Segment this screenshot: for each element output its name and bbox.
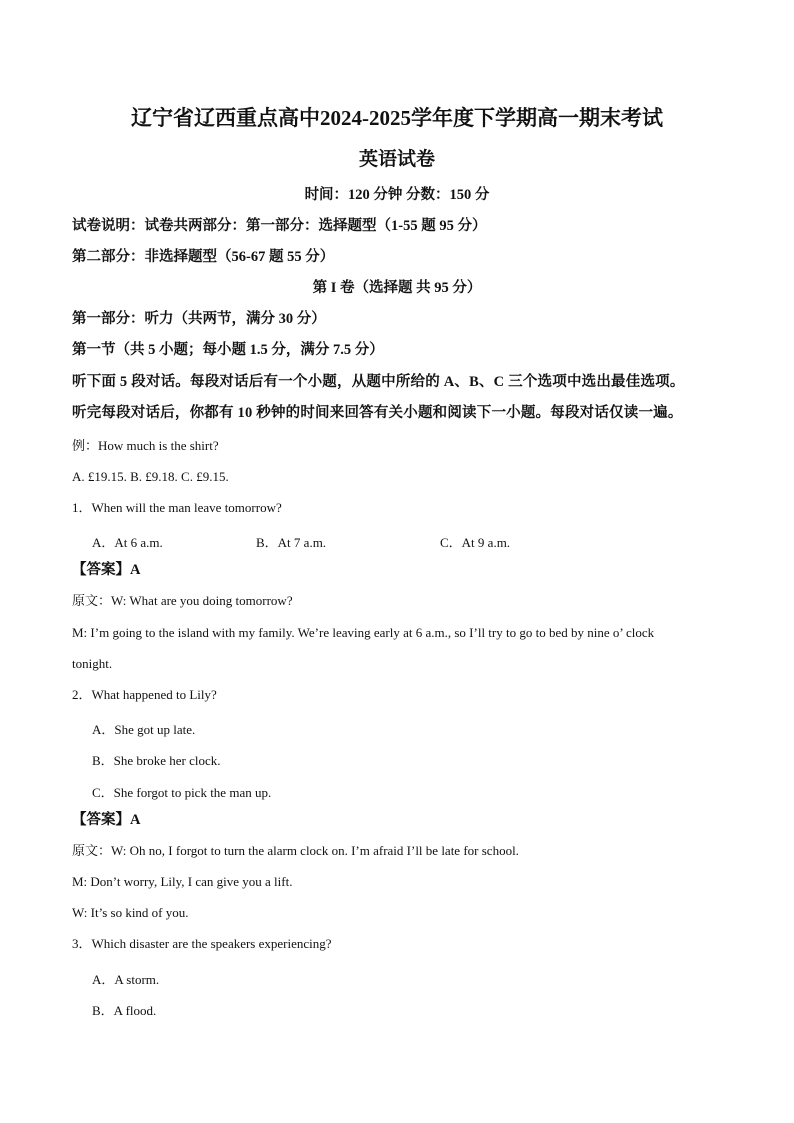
directions-line-2: 听完每段对话后，你都有 10 秒钟的时间来回答有关小题和阅读下一小题。每段对话仅读一遍。 (72, 405, 683, 421)
question-2: 2．What happened to Lily? (72, 687, 217, 702)
question-3-option-b: B．A flood. (92, 1003, 157, 1018)
volume-heading: 第 I 卷（选择题 共 95 分） (312, 280, 482, 296)
question-2-option-a: A．She got up late. (92, 722, 196, 737)
question-2-option-c: C．She forgot to pick the man up. (92, 785, 272, 800)
exam-subtitle: 英语试卷 (358, 149, 435, 170)
question-2-transcript-3: W: It’s so kind of you. (72, 905, 189, 920)
question-1-answer: 【答案】A (72, 562, 141, 578)
instructions-line-2: 第二部分：非选择题型（56-67 题 55 分） (72, 249, 335, 265)
question-2-option-b: B．She broke her clock. (92, 753, 221, 768)
question-1-transcript-2: M: I’m going to the island with my family. We’re leaving early at 6 a.m., so I’ll try to go to bed by nine o’ clock (72, 625, 655, 640)
question-1-option-c: C．At 9 a.m. (440, 535, 511, 550)
exam-title: 辽宁省辽西重点高中2024-2025学年度下学期高一期末考试 (131, 106, 663, 130)
question-3-option-a: A．A storm. (92, 972, 160, 987)
example-options: A. £19.15. B. £9.18. C. £9.15. (72, 469, 229, 484)
question-1-transcript-3: tonight. (72, 656, 113, 671)
question-2-answer: 【答案】A (72, 812, 141, 828)
time-score: 时间：120 分钟 分数：150 分 (304, 187, 490, 203)
section-1-heading: 第一节（共 5 小题；每小题 1.5 分，满分 7.5 分） (72, 342, 384, 358)
question-1-option-a: A．At 6 a.m. (92, 535, 163, 550)
question-3: 3．Which disaster are the speakers experiencing? (72, 936, 332, 951)
question-2-transcript-2: M: Don’t worry, Lily, I can give you a lift. (72, 874, 293, 889)
instructions-line-1: 试卷说明：试卷共两部分：第一部分：选择题型（1-55 题 95 分） (72, 218, 487, 234)
part-1-heading: 第一部分：听力（共两节，满分 30 分） (72, 311, 326, 327)
question-1: 1．When will the man leave tomorrow? (72, 500, 282, 515)
directions-line-1: 听下面 5 段对话。每段对话后有一个小题，从题中所给的 A、B、C 三个选项中选出最佳选项。 (72, 374, 685, 390)
question-2-transcript-1: 原文：W: Oh no, I forgot to turn the alarm clock on. I’m afraid I’ll be late for school. (72, 843, 519, 858)
example-question: 例：How much is the shirt? (72, 438, 219, 453)
question-1-option-b: B．At 7 a.m. (256, 535, 327, 550)
question-1-transcript-1: 原文：W: What are you doing tomorrow? (72, 593, 293, 608)
